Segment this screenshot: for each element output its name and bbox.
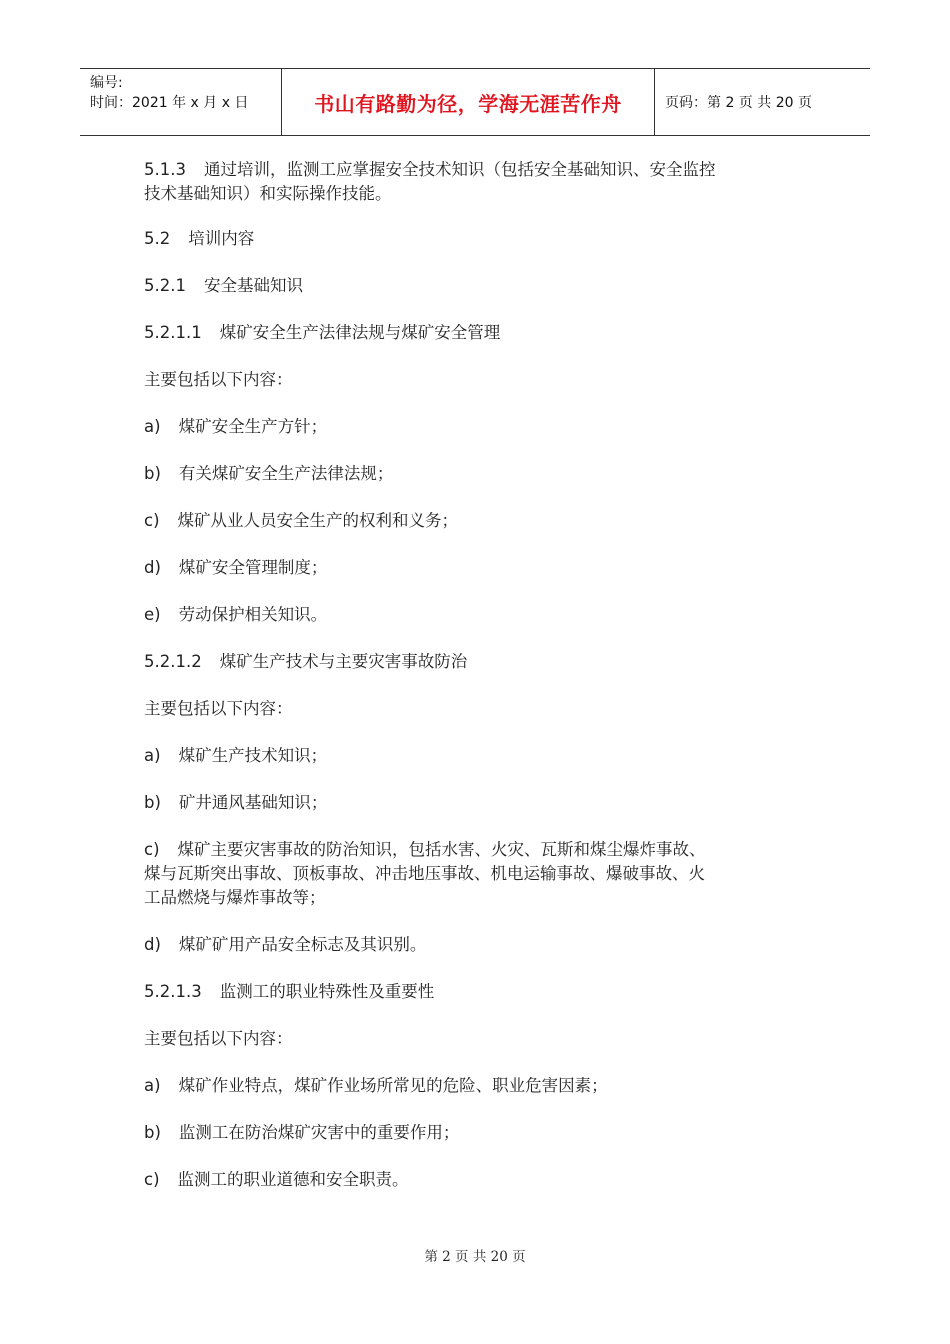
header-motto-cell — [282, 69, 655, 135]
list-text: 监测工的职业道德和安全职责。 — [177, 1170, 409, 1189]
clause-text: 通过培训，监测工应掌握安全技术知识（包括安全基础知识、安全监控 — [203, 160, 716, 179]
list-marker: a) — [144, 1076, 161, 1095]
list-item — [144, 556, 814, 580]
paragraph: 主要包括以下内容： — [144, 699, 293, 718]
paragraph: 主要包括以下内容： — [144, 1029, 293, 1048]
document-body — [144, 158, 814, 1192]
list-item — [144, 1121, 814, 1145]
list-item-continuation: 煤与瓦斯突出事故、顶板事故、冲击地压事故、机电运输事故、爆破事故、火 — [144, 864, 705, 883]
list-marker: d) — [144, 935, 161, 954]
header-page-info: 页码：第 2 页 共 20 页 — [665, 95, 812, 111]
header-meta — [80, 69, 282, 135]
clause-text: 煤矿安全生产法律法规与煤矿安全管理 — [219, 323, 501, 342]
clause-number: 5.2.1.3 — [144, 982, 202, 1001]
clause-number: 5.1.3 — [144, 160, 186, 179]
list-text: 劳动保护相关知识。 — [178, 605, 328, 624]
list-item — [144, 1168, 814, 1192]
list-marker: b) — [144, 464, 161, 483]
list-item — [144, 603, 814, 627]
list-marker: d) — [144, 558, 161, 577]
list-text: 煤矿安全生产方针； — [178, 417, 328, 436]
list-item — [144, 1074, 814, 1098]
list-marker: a) — [144, 746, 161, 765]
list-marker: a) — [144, 417, 161, 436]
clause-text: 安全基础知识 — [203, 276, 303, 295]
clause-number: 5.2.1 — [144, 276, 186, 295]
number-label: 编号: — [90, 75, 123, 91]
list-item — [144, 791, 814, 815]
clause-text: 煤矿生产技术与主要灾害事故防治 — [219, 652, 468, 671]
list-marker: b) — [144, 793, 161, 812]
list-text: 矿井通风基础知识； — [178, 793, 328, 812]
list-text: 有关煤矿安全生产法律法规； — [178, 464, 394, 483]
paragraph — [144, 158, 814, 182]
list-text: 监测工在防治煤矿灾害中的重要作用； — [178, 1123, 460, 1142]
paragraph — [144, 274, 814, 298]
list-text: 煤矿从业人员安全生产的权利和义务； — [177, 511, 459, 530]
list-marker: b) — [144, 1123, 161, 1142]
list-text: 煤矿作业特点，煤矿作业场所常见的危险、职业危害因素； — [178, 1076, 608, 1095]
list-marker: c) — [144, 840, 160, 859]
page-footer: 第 2 页 共 20 页 — [424, 1249, 526, 1265]
clause-number: 5.2.1.2 — [144, 652, 202, 671]
list-text: 煤矿矿用产品安全标志及其识别。 — [178, 935, 427, 954]
time-label: 时间：2021 年 x 月 x 日 — [90, 95, 249, 111]
paragraph — [144, 321, 814, 345]
page-header — [80, 68, 870, 136]
list-text: 煤矿安全管理制度； — [178, 558, 328, 577]
clause-number: 5.2.1.1 — [144, 323, 202, 342]
list-item — [144, 509, 814, 533]
paragraph: 主要包括以下内容： — [144, 370, 293, 389]
list-item — [144, 838, 814, 862]
paragraph-continuation: 技术基础知识）和实际操作技能。 — [144, 184, 392, 203]
clause-text: 培训内容 — [188, 229, 255, 248]
list-item — [144, 415, 814, 439]
list-item-continuation: 工品燃烧与爆炸事故等； — [144, 888, 326, 907]
paragraph — [144, 980, 814, 1004]
list-marker: c) — [144, 511, 160, 530]
clause-text: 监测工的职业特殊性及重要性 — [219, 982, 435, 1001]
list-marker: e) — [144, 605, 161, 624]
list-text: 煤矿主要灾害事故的防治知识，包括水害、火灾、瓦斯和煤尘爆炸事故、 — [177, 840, 706, 859]
motto: 书山有路勤为径，学海无涯苦作舟 — [314, 91, 622, 116]
paragraph — [144, 650, 814, 674]
paragraph — [144, 227, 814, 251]
list-item — [144, 744, 814, 768]
list-text: 煤矿生产技术知识； — [178, 746, 328, 765]
list-item — [144, 933, 814, 957]
clause-number: 5.2 — [144, 229, 171, 248]
list-item — [144, 462, 814, 486]
list-marker: c) — [144, 1170, 160, 1189]
